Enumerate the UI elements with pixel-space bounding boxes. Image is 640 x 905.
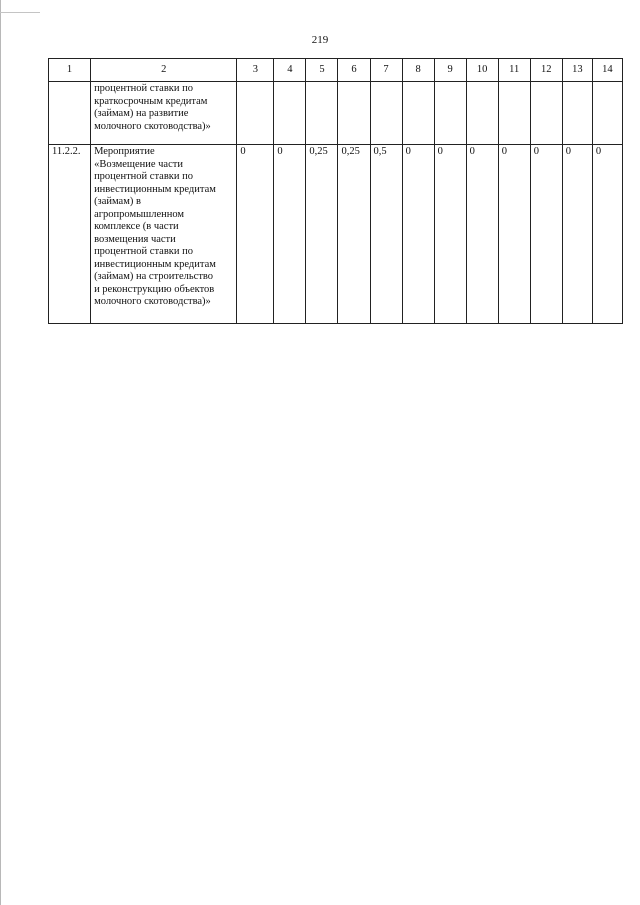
table-row xyxy=(49,82,623,145)
value-cell xyxy=(274,82,306,145)
value-cell xyxy=(530,82,562,145)
value-cell xyxy=(402,82,434,145)
value-cell xyxy=(434,82,466,145)
value-cell: 0,25 xyxy=(338,145,370,324)
header-cell: 10 xyxy=(466,59,498,82)
header-cell: 5 xyxy=(306,59,338,82)
header-cell: 9 xyxy=(434,59,466,82)
header-cell: 7 xyxy=(370,59,402,82)
value-cell: 0 xyxy=(434,145,466,324)
value-cell: 0 xyxy=(562,145,592,324)
page-number: 219 xyxy=(311,34,329,46)
value-cell xyxy=(237,82,274,145)
value-cell xyxy=(338,82,370,145)
header-cell: 4 xyxy=(274,59,306,82)
header-cell: 11 xyxy=(498,59,530,82)
scan-edge-left xyxy=(0,0,1,905)
value-cell: 0 xyxy=(592,145,622,324)
value-cell: 0 xyxy=(466,145,498,324)
header-cell: 6 xyxy=(338,59,370,82)
header-row xyxy=(49,59,623,82)
header-cell: 14 xyxy=(592,59,622,82)
value-cell: 0 xyxy=(530,145,562,324)
header-cell: 2 xyxy=(91,59,237,82)
row-description-cell: процентной ставки по краткосрочным кредитам (займам) на развитие молочного скотоводства)» xyxy=(91,82,237,145)
value-cell xyxy=(370,82,402,145)
scan-edge-top xyxy=(0,12,40,13)
value-cell: 0 xyxy=(274,145,306,324)
value-cell xyxy=(306,82,338,145)
header-cell: 13 xyxy=(562,59,592,82)
value-cell: 0 xyxy=(237,145,274,324)
row-description-cell: Мероприятие «Возмещение части процентной ставки по инвестиционным кредитам (займам) в агропромышленном комплексе (в части возмещения части процентной ставки по инвестиционным кредитам (займам) на строительство и реконструкцию объектов молочного скотоводства)» xyxy=(91,145,237,324)
value-cell xyxy=(592,82,622,145)
value-cell xyxy=(466,82,498,145)
value-cell xyxy=(498,82,530,145)
row-id-cell: 11.2.2. xyxy=(49,145,91,324)
data-table xyxy=(48,58,623,324)
header-cell: 12 xyxy=(530,59,562,82)
header-cell: 1 xyxy=(49,59,91,82)
header-cell: 3 xyxy=(237,59,274,82)
value-cell: 0 xyxy=(498,145,530,324)
value-cell xyxy=(562,82,592,145)
table-row xyxy=(49,145,623,324)
value-cell: 0,25 xyxy=(306,145,338,324)
header-cell: 8 xyxy=(402,59,434,82)
value-cell: 0 xyxy=(402,145,434,324)
value-cell: 0,5 xyxy=(370,145,402,324)
row-id-cell xyxy=(49,82,91,145)
